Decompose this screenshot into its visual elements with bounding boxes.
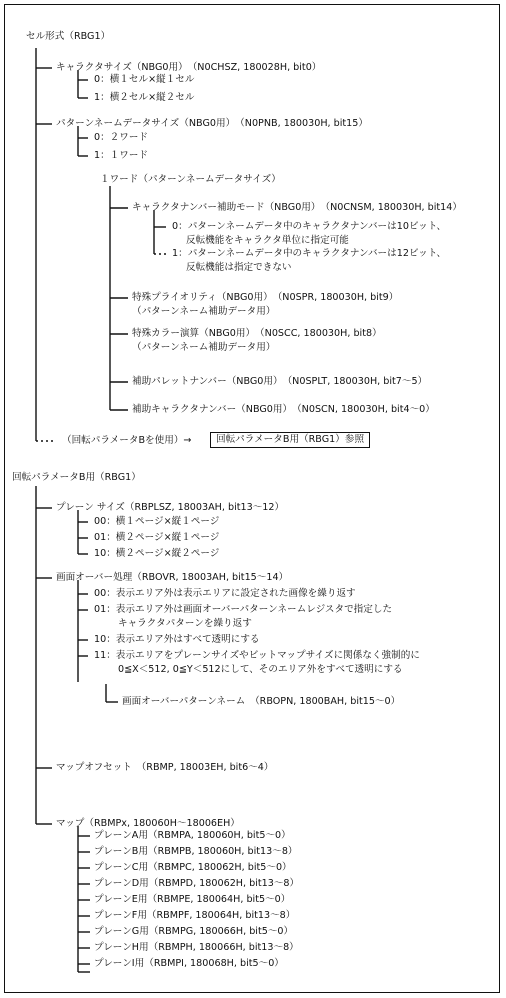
over-opn: 画面オーバーパターンネーム （RBOPN, 1800BAH, bit15～0） (122, 696, 401, 707)
over-opt01-line2: キャラクタパターンを繰り返す (118, 618, 252, 629)
spr-line1: 特殊プライオリティ（NBG0用） （N0SPR, 180030H, bit9） (132, 292, 399, 303)
cn-mode-opt0-line2: 反転機能をキャラクタ単位に指定可能 (186, 235, 349, 246)
scn-label: 補助キャラクタナンバー（NBG0用） （N0SCN, 180030H, bit4～0） (132, 404, 435, 415)
over-opt11-line2: 0≦X＜512, 0≦Y＜512にして、そのエリア外をすべて透明にする (118, 664, 403, 675)
map-offset-label: マップオフセット （RBMP, 18003EH, bit6～4） (56, 762, 274, 773)
pn-size-label: パターンネームデータサイズ（NBG0用） （N0PNB, 180030H, bit15） (56, 118, 368, 129)
plane-size-label: プレーン サイズ（RBPLSZ, 18003AH, bit13～12） (56, 502, 285, 513)
scc-line1: 特殊カラー演算（NBG0用） （N0SCC, 180030H, bit8） (132, 328, 382, 339)
cn-mode-label: キャラクタナンバー補助モード（NBG0用） （N0CNSM, 180030H, bit14） (132, 202, 462, 213)
rot-ref-lead: （回転パラメータBを使用）→ (62, 435, 192, 446)
spr-line2: （パターンネーム補助データ用） (132, 306, 276, 317)
pn-size-opt1: 1：１ワード (94, 150, 149, 161)
over-opt00: 00：表示エリア外は表示エリアに設定された画像を繰り返す (94, 588, 356, 599)
plane-size-opt00: 00：横１ページ×縦１ページ (94, 516, 220, 527)
map-plane-item: プレーンA用（RBMPA, 180060H, bit5～0） (94, 830, 291, 841)
plane-size-opt10: 10：横２ページ×縦２ページ (94, 548, 220, 559)
plane-size-opt01: 01：横２ページ×縦１ページ (94, 532, 220, 543)
char-size-label: キャラクタサイズ（NBG0用） （N0CHSZ, 180028H, bit0） (56, 62, 322, 73)
over-opt10: 10：表示エリア外はすべて透明にする (94, 634, 260, 645)
rot-param-title: 回転パラメータB用（RBG1） (12, 472, 141, 483)
over-opt01-line1: 01：表示エリア外は画面オーバーパターンネームレジスタで指定した (94, 604, 393, 615)
rot-ref-box: 回転パラメータB用（RBG1）参照 (210, 432, 370, 448)
cell-format-title: セル形式（RBG1） (26, 31, 111, 42)
map-plane-item: プレーンH用（RBMPH, 180066H, bit13～8） (94, 942, 299, 953)
over-opt11-line1: 11：表示エリアをプレーンサイズやビットマップサイズに関係なく強制的に (94, 650, 420, 661)
map-plane-item: プレーンD用（RBMPD, 180062H, bit13～8） (94, 878, 300, 889)
map-plane-item: プレーンI用（RBMPI, 180068H, bit5～0） (94, 958, 284, 969)
pn-size-opt0: 0：２ワード (94, 132, 149, 143)
cn-mode-opt1-line1: 1：パターンネームデータ中のキャラクタナンバーは12ビット、 (172, 248, 447, 259)
map-label: マップ（RBMPx, 180060H～18006EH） (56, 818, 240, 829)
scc-line2: （パターンネーム補助データ用） (132, 342, 276, 353)
map-plane-item: プレーンC用（RBMPC, 180062H, bit5～0） (94, 862, 292, 873)
map-plane-item: プレーンB用（RBMPB, 180060H, bit13～8） (94, 846, 298, 857)
char-size-opt1: 1：横２セル×縦２セル (94, 92, 195, 103)
map-plane-item: プレーンG用（RBMPG, 180066H, bit5～0） (94, 926, 294, 937)
map-plane-item: プレーンF用（RBMPF, 180064H, bit13～8） (94, 910, 296, 921)
char-size-opt0: 0：横１セル×縦１セル (94, 74, 195, 85)
cn-mode-opt1-line2: 反転機能は指定できない (186, 262, 292, 273)
splt-label: 補助パレットナンバー（NBG0用） （N0SPLT, 180030H, bit7～5） (132, 376, 428, 387)
one-word-header: １ワード（パターンネームデータサイズ） (100, 174, 281, 185)
over-label: 画面オーバー処理（RBOVR, 18003AH, bit15～14） (56, 572, 289, 583)
cn-mode-opt0-line1: 0：パターンネームデータ中のキャラクタナンバーは10ビット、 (172, 221, 447, 232)
map-plane-item: プレーンE用（RBMPE, 180064H, bit5～0） (94, 894, 291, 905)
